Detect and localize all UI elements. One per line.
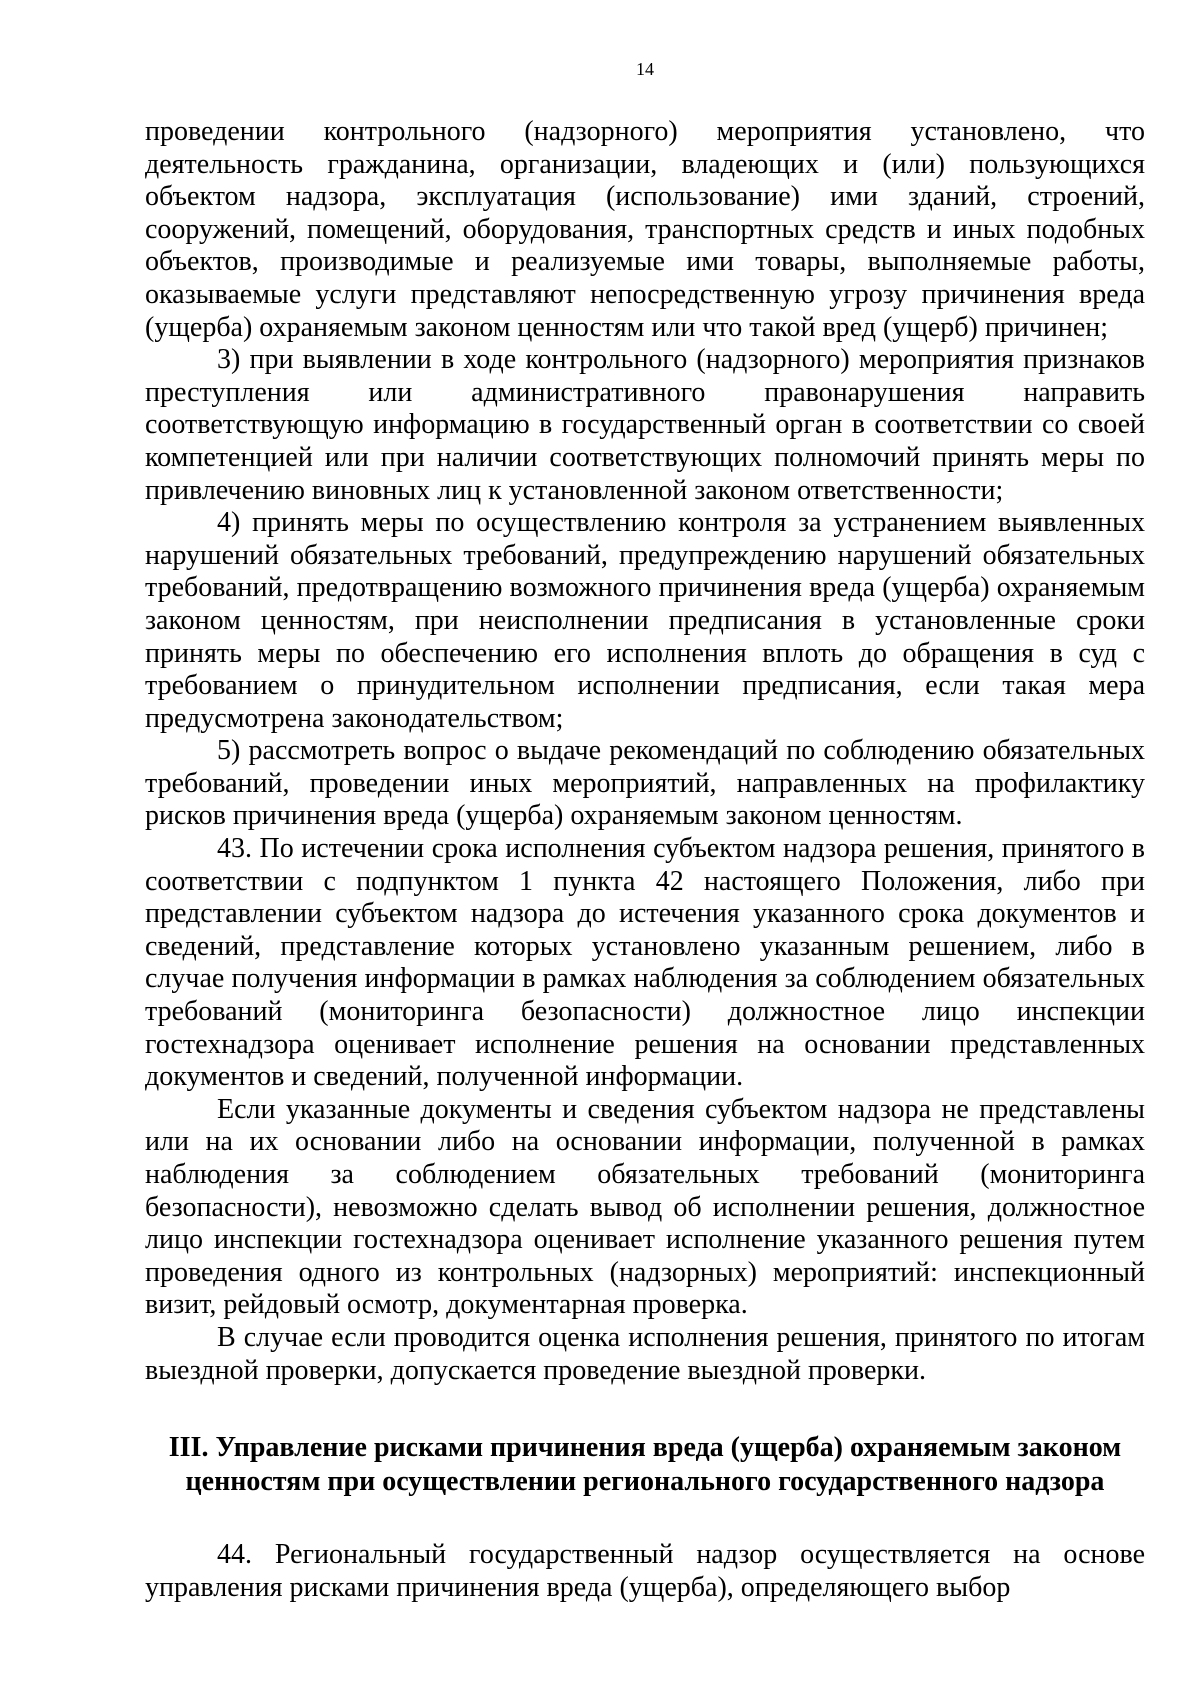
paragraph-item-3: 3) при выявлении в ходе контрольного (надзорного) мероприятия признаков преступления или административного правонарушения направить соответствующую информацию в государственный орган в соответствии со своей компетенцией или при наличии соответствующих полномочий принять меры по привлечению виновных лиц к установленной законом ответственности; (145, 344, 1145, 506)
paragraph-continuation: проведении контрольного (надзорного) мероприятия установлено, что деятельность гражданина, организации, владеющих и (или) пользующихся объектом надзора, эксплуатация (использование) ими зданий, строений, сооружений, помещений, оборудования, транспортных средств и иных подобных объектов, производимые и реализуемые ими товары, выполняемые работы, оказываемые услуги представляют непосредственную угрозу причинения вреда (ущерба) охраняемым законом ценностям или что такой вред (ущерб) причинен; (145, 116, 1145, 343)
body-text-before (145, 116, 1145, 1387)
paragraph-clause-43-part-2: Если указанные документы и сведения субъектом надзора не представлены или на их основании либо на основании информации, полученной в рамках наблюдения за соблюдением обязательных требований (мониторинга безопасности), невозможно сделать вывод об исполнении решения, должностное лицо инспекции гостехнадзора оценивает исполнение указанного решения путем проведения одного из контрольных (надзорных) мероприятий: инспекционный визит, рейдовый осмотр, документарная проверка. (145, 1093, 1145, 1321)
paragraph-item-5: 5) рассмотреть вопрос о выдаче рекомендаций по соблюдению обязательных требований, проведении иных мероприятий, направленных на профилактику рисков причинения вреда (ущерба) охраняемым законом ценностям. (145, 735, 1145, 832)
page-number: 14 (636, 59, 654, 79)
paragraph-clause-43: 43. По истечении срока исполнения субъектом надзора решения, принятого в соответствии с подпунктом 1 пункта 42 настоящего Положения, либо при представлении субъектом надзора до истечения указанного срока документов и сведений, представление которых установлено указанным решением, либо в случае получения информации в рамках наблюдения за соблюдением обязательных требований (мониторинга безопасности) должностное лицо инспекции гостехнадзора оценивает исполнение решения на основании представленных документов и сведений, полученной информации. (145, 833, 1145, 1093)
paragraph-clause-43-part-3: В случае если проводится оценка исполнения решения, принятого по итогам выездной проверки, допускается проведение выездной проверки. (145, 1321, 1145, 1386)
document-page (145, 58, 1145, 1604)
section-heading-line-1: III. Управление рисками причинения вреда (ущерба) охраняемым законом (168, 1432, 1122, 1464)
paragraph-clause-44: 44. Региональный государственный надзор осуществляется на основе управления рисками причинения вреда (ущерба), определяющего выбор (145, 1539, 1145, 1603)
section-heading (145, 1431, 1145, 1499)
section-heading-line-2: ценностям при осуществлении регионального государственного надзора (185, 1466, 1105, 1498)
paragraph-item-4: 4) принять меры по осуществлению контроля за устранением выявленных нарушений обязательных требований, предупреждению нарушений обязательных требований, предотвращению возможного причинения вреда (ущерба) охраняемым законом ценностям, при неисполнении предписания в установленные сроки принять меры по обеспечению его исполнения вплоть до обращения в суд с требованием о принудительном исполнении предписания, если такая мера предусмотрена законодательством; (145, 507, 1145, 734)
body-text-after (145, 1539, 1145, 1604)
